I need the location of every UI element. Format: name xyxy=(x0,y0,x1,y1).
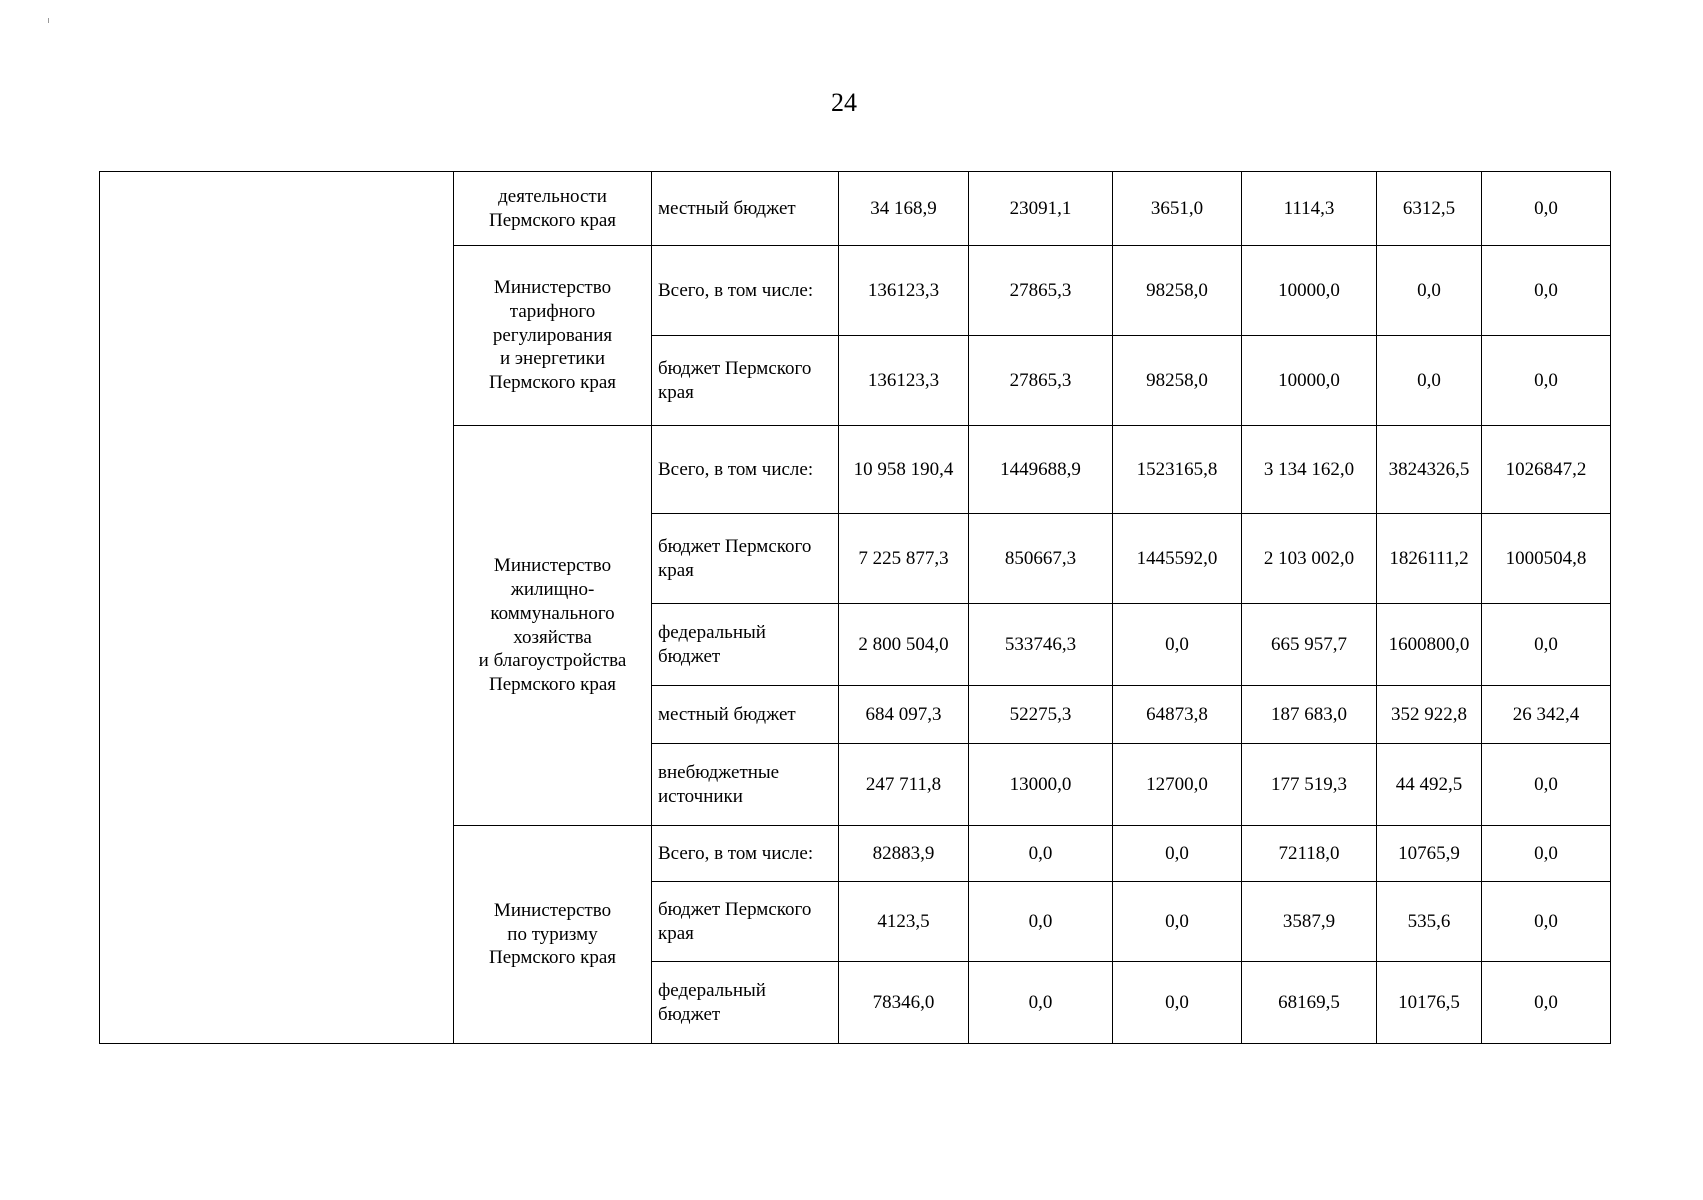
amount-cell: 0,0 xyxy=(1482,336,1611,426)
page-number: 24 xyxy=(831,88,857,117)
amount-cell: 0,0 xyxy=(1113,604,1242,686)
amount-cell: 64873,8 xyxy=(1113,686,1242,744)
amount-cell: 1523165,8 xyxy=(1113,426,1242,514)
amount-cell: 533746,3 xyxy=(969,604,1113,686)
amount-cell: 0,0 xyxy=(969,826,1113,882)
organization-cell: Министерство тарифного регулирования и энергетики Пермского края xyxy=(454,246,652,426)
amount-cell: 52275,3 xyxy=(969,686,1113,744)
amount-cell: 3651,0 xyxy=(1113,172,1242,246)
amount-cell: 0,0 xyxy=(1113,882,1242,962)
amount-cell: 0,0 xyxy=(1482,882,1611,962)
blank-cell xyxy=(100,172,454,1044)
funding-source-cell: бюджет Пермского края xyxy=(652,514,839,604)
amount-cell: 0,0 xyxy=(1482,246,1611,336)
amount-cell: 12700,0 xyxy=(1113,744,1242,826)
table-row xyxy=(100,172,1611,246)
amount-cell: 3 134 162,0 xyxy=(1242,426,1377,514)
amount-cell: 68169,5 xyxy=(1242,962,1377,1044)
amount-cell: 247 711,8 xyxy=(839,744,969,826)
amount-cell: 0,0 xyxy=(1113,826,1242,882)
organization-cell: деятельности Пермского края xyxy=(454,172,652,246)
funding-source-cell: бюджет Пермского края xyxy=(652,336,839,426)
funding-source-cell: местный бюджет xyxy=(652,686,839,744)
amount-cell: 13000,0 xyxy=(969,744,1113,826)
amount-cell: 10000,0 xyxy=(1242,246,1377,336)
amount-cell: 177 519,3 xyxy=(1242,744,1377,826)
amount-cell: 136123,3 xyxy=(839,336,969,426)
amount-cell: 1600800,0 xyxy=(1377,604,1482,686)
scan-mark xyxy=(48,18,49,23)
amount-cell: 0,0 xyxy=(1113,962,1242,1044)
funding-source-cell: Всего, в том числе: xyxy=(652,826,839,882)
amount-cell: 0,0 xyxy=(1377,336,1482,426)
amount-cell: 1026847,2 xyxy=(1482,426,1611,514)
amount-cell: 535,6 xyxy=(1377,882,1482,962)
organization-cell: Министерство по туризму Пермского края xyxy=(454,826,652,1044)
amount-cell: 82883,9 xyxy=(839,826,969,882)
amount-cell: 34 168,9 xyxy=(839,172,969,246)
funding-source-cell: Всего, в том числе: xyxy=(652,426,839,514)
amount-cell: 2 103 002,0 xyxy=(1242,514,1377,604)
amount-cell: 72118,0 xyxy=(1242,826,1377,882)
funding-source-cell: федеральный бюджет xyxy=(652,604,839,686)
organization-cell: Министерство жилищно- коммунального хозяйства и благоустройства Пермского края xyxy=(454,426,652,826)
amount-cell: 6312,5 xyxy=(1377,172,1482,246)
amount-cell: 0,0 xyxy=(1482,744,1611,826)
amount-cell: 352 922,8 xyxy=(1377,686,1482,744)
funding-source-cell: бюджет Пермского края xyxy=(652,882,839,962)
amount-cell: 98258,0 xyxy=(1113,336,1242,426)
amount-cell: 23091,1 xyxy=(969,172,1113,246)
amount-cell: 44 492,5 xyxy=(1377,744,1482,826)
amount-cell: 1449688,9 xyxy=(969,426,1113,514)
amount-cell: 4123,5 xyxy=(839,882,969,962)
amount-cell: 27865,3 xyxy=(969,246,1113,336)
amount-cell: 0,0 xyxy=(1482,604,1611,686)
budget-table-body xyxy=(100,172,1611,1044)
budget-table xyxy=(99,171,1611,1044)
amount-cell: 10765,9 xyxy=(1377,826,1482,882)
amount-cell: 27865,3 xyxy=(969,336,1113,426)
amount-cell: 98258,0 xyxy=(1113,246,1242,336)
amount-cell: 26 342,4 xyxy=(1482,686,1611,744)
amount-cell: 3587,9 xyxy=(1242,882,1377,962)
amount-cell: 684 097,3 xyxy=(839,686,969,744)
amount-cell: 2 800 504,0 xyxy=(839,604,969,686)
amount-cell: 0,0 xyxy=(969,882,1113,962)
amount-cell: 1114,3 xyxy=(1242,172,1377,246)
amount-cell: 10176,5 xyxy=(1377,962,1482,1044)
amount-cell: 1826111,2 xyxy=(1377,514,1482,604)
amount-cell: 850667,3 xyxy=(969,514,1113,604)
amount-cell: 0,0 xyxy=(1482,962,1611,1044)
funding-source-cell: федеральный бюджет xyxy=(652,962,839,1044)
amount-cell: 78346,0 xyxy=(839,962,969,1044)
amount-cell: 665 957,7 xyxy=(1242,604,1377,686)
amount-cell: 10 958 190,4 xyxy=(839,426,969,514)
funding-source-cell: внебюджетные источники xyxy=(652,744,839,826)
amount-cell: 7 225 877,3 xyxy=(839,514,969,604)
amount-cell: 10000,0 xyxy=(1242,336,1377,426)
amount-cell: 0,0 xyxy=(1482,172,1611,246)
funding-source-cell: Всего, в том числе: xyxy=(652,246,839,336)
amount-cell: 187 683,0 xyxy=(1242,686,1377,744)
amount-cell: 0,0 xyxy=(969,962,1113,1044)
amount-cell: 136123,3 xyxy=(839,246,969,336)
amount-cell: 0,0 xyxy=(1482,826,1611,882)
amount-cell: 3824326,5 xyxy=(1377,426,1482,514)
amount-cell: 0,0 xyxy=(1377,246,1482,336)
amount-cell: 1000504,8 xyxy=(1482,514,1611,604)
amount-cell: 1445592,0 xyxy=(1113,514,1242,604)
funding-source-cell: местный бюджет xyxy=(652,172,839,246)
